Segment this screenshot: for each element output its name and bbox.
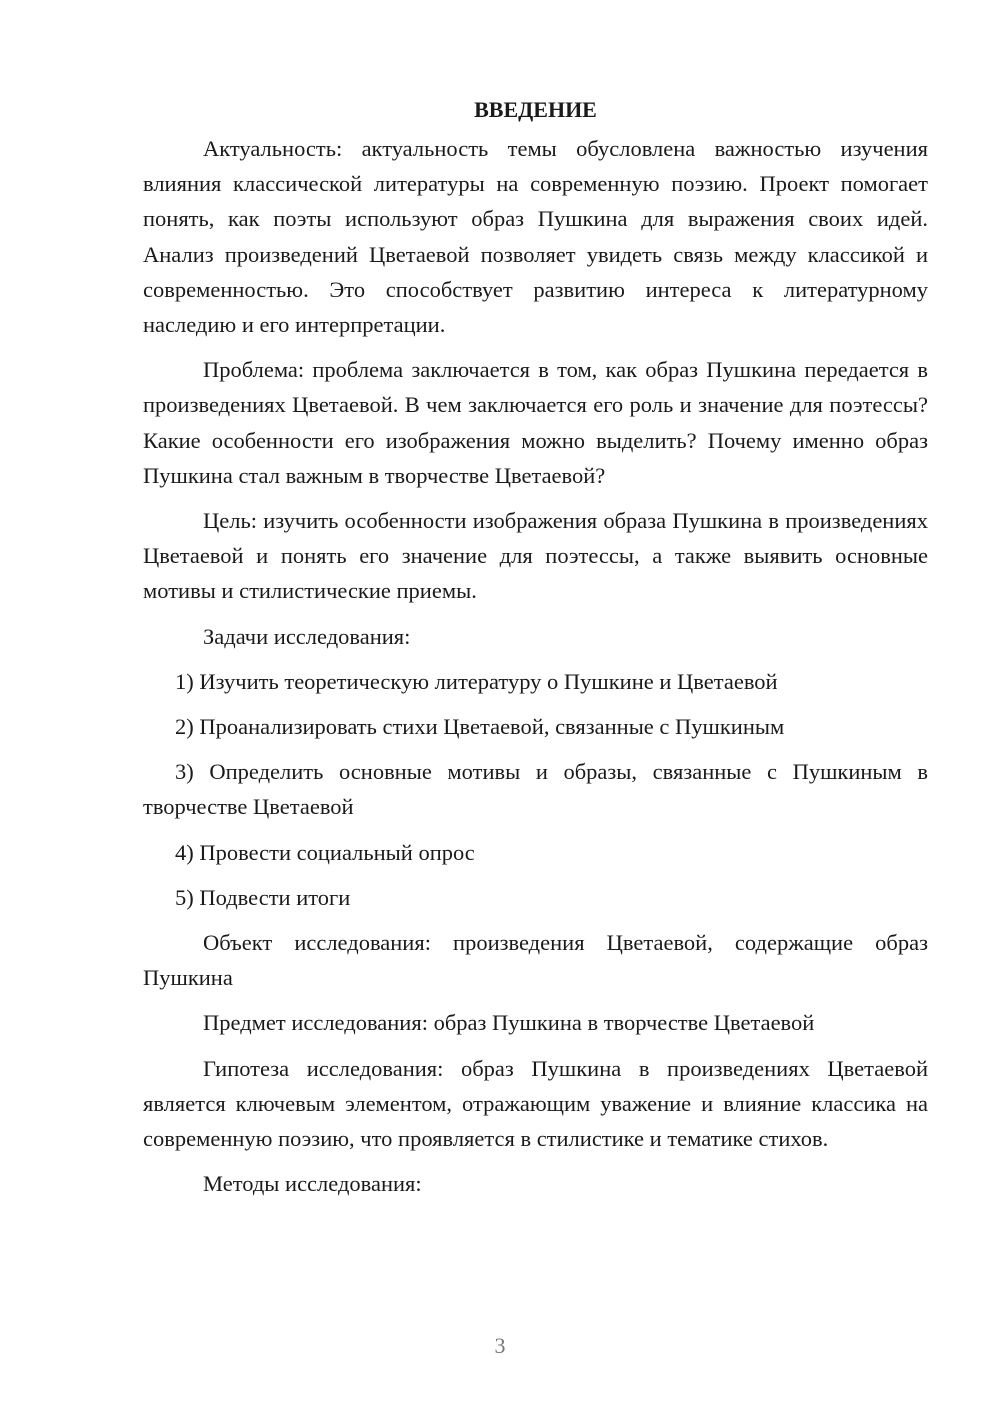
tasks-heading: Задачи исследования:: [203, 623, 411, 649]
task-item-3: 3) Определить основные мотивы и образы, связанные с Пушкиным в творчестве Цветаевой: [143, 759, 928, 820]
task-item-4: 4) Провести социальный опрос: [175, 839, 475, 865]
paragraph-subject: Предмет исследования: образ Пушкина в творчестве Цветаевой: [203, 1010, 815, 1036]
section-title: ВВЕДЕНИЕ: [474, 97, 597, 122]
paragraph-hypothesis: Гипотеза исследования: образ Пушкина в произведениях Цветаевой является ключевым элементом, отражающим уважение и влияние классика на современную поэзию, что проявляется в стилистике и тематике стихов.: [143, 1055, 928, 1152]
document-page: [143, 92, 928, 1211]
paragraph-problem: Проблема: проблема заключается в том, как образ Пушкина передается в произведениях Цветаевой. В чем заключается его роль и значение для поэтессы? Какие особенности его изображения можно выделить? Почему именно образ Пушкина стал важным в творчестве Цветаевой?: [143, 357, 928, 488]
paragraph-object: Объект исследования: произведения Цветаевой, содержащие образ Пушкина: [143, 930, 928, 991]
task-item-2: 2) Проанализировать стихи Цветаевой, связанные с Пушкиным: [175, 714, 785, 740]
methods-heading: Методы исследования:: [203, 1171, 422, 1197]
paragraph-goal: Цель: изучить особенности изображения образа Пушкина в произведениях Цветаевой и понять его значение для поэтессы, а также выявить основные мотивы и стилистические приемы.: [143, 508, 928, 604]
paragraph-relevance: Актуальность: актуальность темы обусловлена важностью изучения влияния классической литературы на современную поэзию. Проект помогает понять, как поэты используют образ Пушкина для выражения своих идей. Анализ произведений Цветаевой позволяет увидеть связь между классикой и современностью. Это способствует развитию интереса к литературному наследию и его интерпретации.: [143, 136, 928, 338]
task-item-1: 1) Изучить теоретическую литературу о Пушкине и Цветаевой: [175, 668, 778, 694]
page-number: 3: [494, 1333, 506, 1358]
task-item-5: 5) Подвести итоги: [175, 884, 351, 910]
